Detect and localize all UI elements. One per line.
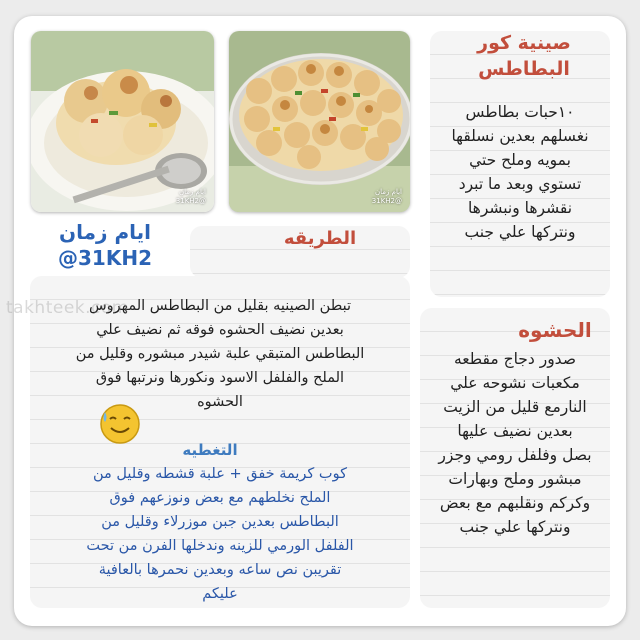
filling-instructions: صدور دجاج مقطعه مكعبات نشوحه علي النارمع قليل من الزيت بعدين نضيف عليها بصل وفلفل رومي وجزر مبشور وملح وبهارات وكركم ونقلبهم مع بعض ونتركها علي جنب [438,350,592,536]
recipe-title [454,30,594,82]
photo-caption [176,188,206,206]
casserole-dish-photo [229,31,410,212]
filling-title: الحشوه [518,318,592,342]
sweating-smiley-icon [98,402,142,446]
method-instructions: تبطن الصينيه بقليل من البطاطس المهروس بعدين نضيف الحشوه فوقه ثم نضيف علي البطاطس المتبقي علبة شيدر مبشوره وقليل من الملح والفلفل الاسود ونكورها ونرتبها فوق الحشوه [75,298,365,410]
photo-caption-arabic: ايام زمان [179,188,206,196]
potatoes-instructions: ١٠حبات بطاطس نغسلهم بعدين نسلقها بمويه وملح حتي تستوي وبعد ما تبرد نقشرها ونبشرها ونتركها علي جنب [451,103,589,241]
method-title: الطريقه [283,228,357,249]
topping-title: التغطيه [182,441,238,459]
photo-caption-arabic: ايام زمان [375,188,402,196]
photo-caption-handle: @31KH2 [175,197,206,205]
watermark: takhteek.com [6,298,129,318]
photo-caption [372,188,402,206]
author-handle-text: @31KH2 [58,246,152,270]
recipe-title-line2: البطاطس [478,58,570,80]
topping-instructions: كوب كريمة خفق + علبة قشطه وقليل من الملح نخلطهم مع بعض ونوزعهم فوق البطاطس بعدين جبن موزرلاء وقليل من الفلفل الورمي للزينه وندخلها الفرن من تحت تقريبن نص ساعه وبعدين نحمرها بالعافية عليكم [86,466,354,602]
author-name: ايام زمان [59,220,151,244]
author-handle [30,219,180,271]
plated-dish-photo [31,31,214,212]
recipe-title-line1: صينية كور [477,32,571,54]
photo-caption-handle: @31KH2 [371,197,402,205]
